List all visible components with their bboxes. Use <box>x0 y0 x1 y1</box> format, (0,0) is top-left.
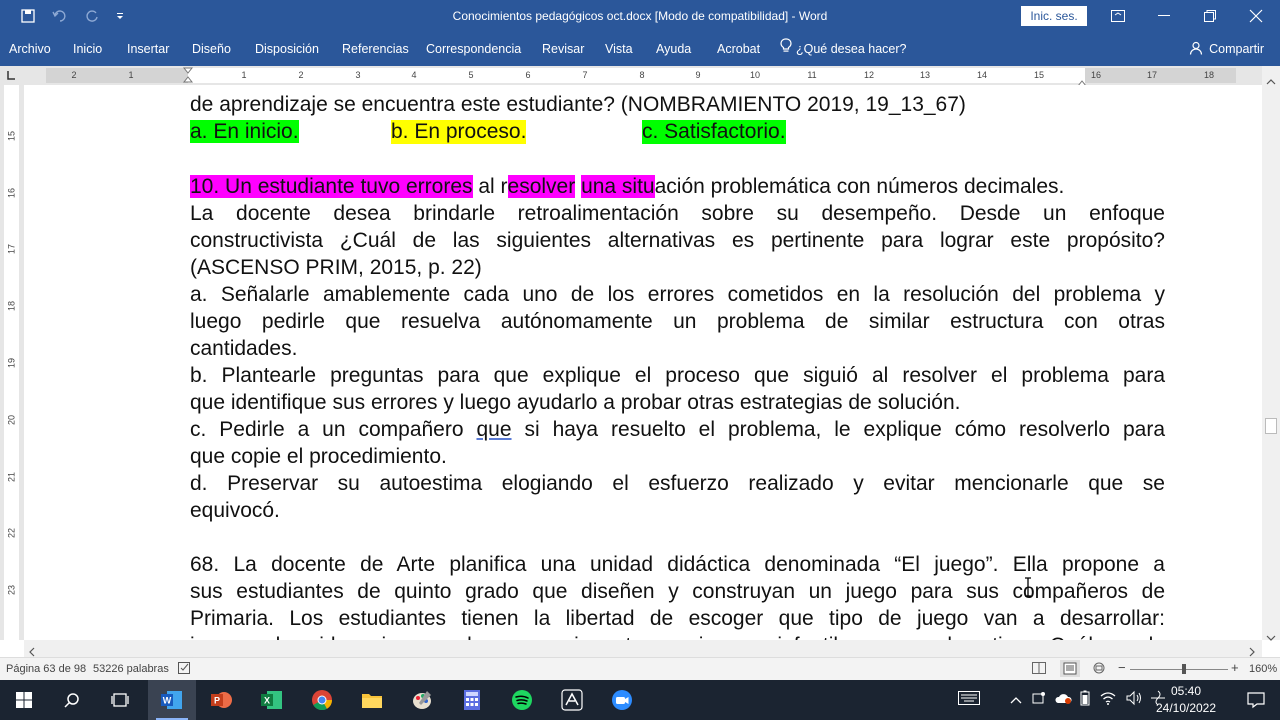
share-label: Compartir <box>1209 42 1264 56</box>
restore-icon[interactable] <box>1187 0 1233 32</box>
system-clock[interactable] <box>1150 683 1222 717</box>
tab-vista[interactable]: Vista <box>605 42 633 56</box>
tab-disposicion[interactable]: Disposición <box>255 42 319 56</box>
ribbon-tabs <box>0 32 1280 66</box>
tab-selector-icon[interactable] <box>4 69 17 82</box>
clock-date: 24/10/2022 <box>1155 701 1217 715</box>
tab-acrobat[interactable]: Acrobat <box>717 42 761 56</box>
vruler-label: 15 <box>6 131 17 142</box>
question-10-line-1 <box>190 175 1165 199</box>
acrobat-app-icon[interactable] <box>548 680 596 720</box>
ruler-label: 15 <box>1033 70 1045 80</box>
close-icon[interactable] <box>1233 0 1279 32</box>
question-10-line-2: La docente desea brindarle retroalimentación sobre su desempeño. Desde un enfoque <box>190 202 1165 225</box>
option-c-prev: c. Satisfactorio. <box>642 120 786 143</box>
lightbulb-icon <box>780 32 792 66</box>
ruler-bar <box>0 66 1280 85</box>
ruler-label: 11 <box>807 70 817 80</box>
chrome-app-icon[interactable] <box>298 680 346 720</box>
task-view-icon[interactable] <box>96 680 144 720</box>
ruler-label: 14 <box>976 70 988 80</box>
tray-app-icon[interactable] <box>1032 691 1046 710</box>
system-tray <box>958 680 1166 720</box>
vruler-label: 22 <box>6 528 17 539</box>
ruler-label: 5 <box>468 70 474 80</box>
windows-start-icon[interactable] <box>0 680 48 720</box>
ruler-label: 13 <box>919 70 931 80</box>
question-68-line-1: 68. La docente de Arte planifica una unidad didáctica denominada “El juego”. Ella propone a <box>190 553 1165 576</box>
answer-c-line-2: que copie el procedimiento. <box>190 445 447 468</box>
vruler-label: 19 <box>6 358 17 369</box>
tab-revisar[interactable]: Revisar <box>542 42 585 56</box>
question-68-line-3: Primaria. Los estudiantes tienen la libertad de escoger que tipo de juego van a desarrollar: <box>190 607 1165 630</box>
ruler-label: 16 <box>1090 70 1102 80</box>
ruler-margin-left <box>46 68 188 83</box>
svg-text:P: P <box>213 695 221 706</box>
vruler-label: 21 <box>6 472 17 483</box>
zoom-out-icon[interactable]: − <box>1118 660 1126 675</box>
battery-icon[interactable] <box>1080 690 1090 711</box>
zoom-level[interactable]: 160% <box>1249 663 1278 675</box>
page-count[interactable]: Página 63 de 98 <box>6 663 87 675</box>
ruler-label: 6 <box>525 70 531 80</box>
previous-options <box>190 120 1165 144</box>
keyboard-icon[interactable] <box>958 691 980 710</box>
ruler-label: 1 <box>241 70 247 80</box>
horizontal-scrollbar[interactable] <box>24 640 1262 657</box>
tab-ayuda[interactable]: Ayuda <box>656 42 692 56</box>
tab-archivo[interactable]: Archivo <box>9 42 51 56</box>
answer-b-line-2: que identifique sus errores y luego ayudarlo a probar otras estrategias de solución. <box>190 391 961 414</box>
tab-referencias[interactable]: Referencias <box>342 42 409 56</box>
right-indent-marker[interactable] <box>1077 74 1087 83</box>
minimize-icon[interactable] <box>1141 0 1187 32</box>
plain-text: si haya resuelto el problema, le explique cómo resolverlo para <box>511 418 1165 441</box>
file-explorer-icon[interactable] <box>348 680 396 720</box>
horizontal-ruler[interactable] <box>46 68 1236 83</box>
volume-icon[interactable] <box>1126 691 1142 710</box>
answer-b-line-1: b. Plantearle preguntas para que explique el proceso que siguió al resolver el problema para <box>190 364 1165 387</box>
vertical-scrollbar[interactable] <box>1262 66 1280 640</box>
zoom-slider-thumb[interactable] <box>1182 664 1186 674</box>
answer-a-line-2: luego pedirle que resuelva autónomamente un problema de similar estructura con otras <box>190 310 1165 333</box>
text-cursor-icon <box>1024 577 1032 597</box>
option-a-prev: a. En inicio. <box>190 120 299 143</box>
plain-text: c. Pedirle a un compañero <box>190 418 477 441</box>
window-title: Conocimientos pedagógicos oct.docx [Modo de compatibilidad] - Word <box>452 9 828 23</box>
vruler-label: 17 <box>6 244 17 255</box>
question-10-line-3: constructivista ¿Cuál de las siguientes alternativas es pertinente para lograr este propósito? <box>190 229 1165 252</box>
status-bar <box>0 657 1280 680</box>
tell-me-label: ¿Qué desea hacer? <box>796 42 907 56</box>
print-layout-icon[interactable] <box>1060 660 1080 677</box>
question-68-line-2: sus estudiantes de quinto grado que diseñen y construyan un juego para sus compañeros de <box>190 580 1165 603</box>
option-b-prev: b. En proceso. <box>391 120 527 143</box>
ruler-label: 7 <box>582 70 588 80</box>
tell-me-search[interactable] <box>780 32 907 66</box>
windows-taskbar <box>0 680 1280 720</box>
zoom-slider[interactable] <box>1130 669 1228 670</box>
highlight-text: 10. Un estudiante tuvo errores <box>190 175 473 198</box>
search-icon[interactable] <box>48 680 96 720</box>
document-page[interactable] <box>24 85 1262 640</box>
ruler-label: 9 <box>695 70 701 80</box>
ruler-label: 4 <box>411 70 417 80</box>
answer-c-line-1 <box>190 418 1165 442</box>
ruler-label: 18 <box>1203 70 1215 80</box>
excel-app-icon[interactable] <box>248 680 296 720</box>
ruler-label: 10 <box>749 70 761 80</box>
svg-text:X: X <box>263 695 271 706</box>
ruler-label: 17 <box>1146 70 1158 80</box>
scrollbar-thumb[interactable] <box>1265 418 1277 434</box>
tab-correspondencia[interactable]: Correspondencia <box>426 42 522 56</box>
tab-insertar[interactable]: Insertar <box>127 42 170 56</box>
vruler-label: 20 <box>6 415 17 426</box>
svg-text:W: W <box>162 695 172 706</box>
answer-a-line-1: a. Señalarle amablemente cada uno de los errores cometidos en la resolución del problema y <box>190 283 1165 306</box>
word-app-icon[interactable] <box>148 680 196 720</box>
clock-time: 05:40 <box>1170 684 1202 698</box>
left-indent-marker[interactable] <box>183 68 193 83</box>
answer-d-line-1: d. Preservar su autoestima elogiando el esfuerzo realizado y evitar mencionarle que se <box>190 472 1165 495</box>
scroll-up-icon[interactable] <box>1266 72 1276 90</box>
notifications-icon[interactable] <box>1232 680 1280 720</box>
paint-app-icon[interactable] <box>398 680 446 720</box>
tab-inicio[interactable]: Inicio <box>73 42 103 56</box>
proofing-underline: que <box>476 418 512 441</box>
wifi-icon[interactable] <box>1100 691 1116 710</box>
tab-diseno[interactable]: Diseño <box>192 42 231 56</box>
chevron-up-icon[interactable] <box>1010 691 1022 709</box>
ruler-label: 1 <box>128 70 134 80</box>
proofing-icon[interactable] <box>178 662 192 677</box>
onedrive-icon[interactable] <box>1054 691 1072 710</box>
highlight-text: una situ <box>581 175 655 198</box>
plain-text: ación problemática con números decimales. <box>654 175 1065 198</box>
vertical-ruler[interactable] <box>4 85 19 640</box>
web-layout-icon[interactable] <box>1092 662 1106 677</box>
ruler-label: 8 <box>639 70 645 80</box>
share-button[interactable] <box>1189 32 1264 66</box>
vruler-label: 23 <box>6 585 17 596</box>
zoom-app-icon[interactable] <box>598 680 646 720</box>
previous-question-tail: de aprendizaje se encuentra este estudiante? (NOMBRAMIENTO 2019, 19_13_67) <box>190 93 966 116</box>
vruler-label: 18 <box>6 301 17 312</box>
zoom-in-icon[interactable]: + <box>1231 660 1239 675</box>
word-count[interactable]: 53226 palabras <box>93 663 169 675</box>
sign-in-button[interactable]: Inic. ses. <box>1021 6 1087 26</box>
plain-text: al r <box>472 175 508 198</box>
powerpoint-app-icon[interactable] <box>198 680 246 720</box>
person-icon <box>1189 41 1203 58</box>
scroll-down-icon[interactable] <box>1266 628 1276 646</box>
ruler-label: 12 <box>863 70 875 80</box>
read-mode-icon[interactable] <box>1032 662 1046 677</box>
ribbon-display-options-icon[interactable] <box>1095 0 1141 32</box>
title-bar <box>0 0 1280 32</box>
answer-a-line-3: cantidades. <box>190 337 298 360</box>
question-10-source: (ASCENSO PRIM, 2015, p. 22) <box>190 256 482 279</box>
ruler-label: 2 <box>298 70 304 80</box>
highlight-text: esolver <box>507 175 576 198</box>
vruler-label: 16 <box>6 188 17 199</box>
calculator-app-icon[interactable] <box>448 680 496 720</box>
spotify-app-icon[interactable] <box>498 680 546 720</box>
ruler-label: 2 <box>71 70 77 80</box>
ruler-label: 3 <box>355 70 361 80</box>
answer-d-line-2: equivocó. <box>190 499 280 522</box>
